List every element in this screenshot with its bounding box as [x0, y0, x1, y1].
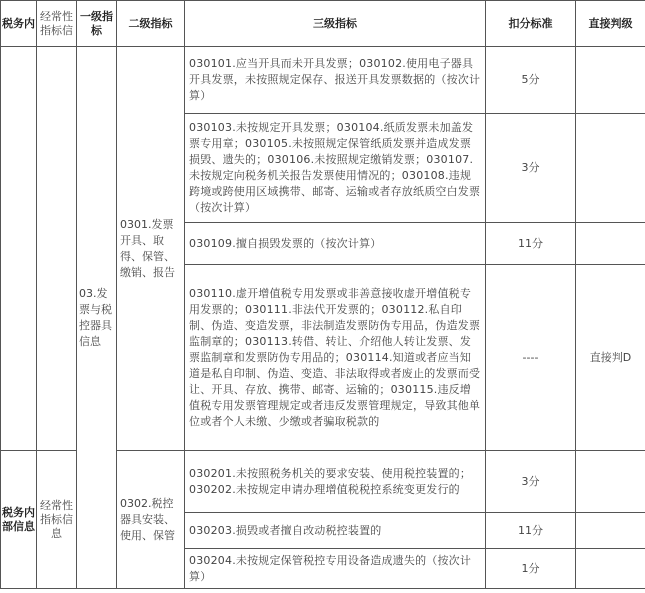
- header-col-level2: 二级指标: [117, 1, 185, 47]
- level3-text: 030103.未按规定开具发票；030104.纸质发票未加盖发票专用章；030105.未按照规定保管纸质发票并造成发票损毁、遗失的；030106.未按照规定缴销发票；030107.未按规定向税务机关报告发票使用情况的；030108.违规跨境或跨使用区域携带、邮寄、运输或者存放纸质空白发票（按次计算）: [185, 114, 486, 223]
- level2-indicator-0302: 0302.税控器具安装、使用、保管: [117, 451, 185, 589]
- level3-text: 030201.未按照税务机关的要求安装、使用税控装置的；030202.未按规定申请办理增值税税控系统变更发行的: [185, 451, 486, 513]
- level3-text: 030101.应当开具而未开具发票；030102.使用电子器具开具发票，未按照规定保存、报送开具发票数据的（按次计算）: [185, 47, 486, 114]
- deduction-value: 3分: [486, 114, 576, 223]
- deduction-value: ----: [486, 265, 576, 451]
- direct-grade-value: [576, 549, 645, 589]
- header-col-tax-internal: 税务内: [1, 1, 37, 47]
- direct-grade-value: [576, 47, 645, 114]
- deduction-value: 5分: [486, 47, 576, 114]
- deduction-value: 1分: [486, 549, 576, 589]
- header-col-regular-indicator: 经常性指标信: [37, 1, 77, 47]
- header-col-level3: 三级指标: [185, 1, 486, 47]
- left-col1-bottom: 税务内部信息: [1, 451, 37, 589]
- level3-text: 030109.擅自损毁发票的（按次计算）: [185, 223, 486, 265]
- level1-indicator: 03.发票与税控器具信息: [77, 47, 117, 589]
- direct-grade-value: [576, 451, 645, 513]
- level3-text: 030110.虚开增值税专用发票或非善意接收虚开增值税专用发票的；030111.非法代开发票的；030112.私自印制、伪造、变造发票，非法制造发票防伪专用品，伪造发票监制章的；030113.转借、转让、介绍他人转让发票、发票监制章和发票防伪专用品的；030114.知道或者应当知道是私自印制、伪造、变造、非法取得或者废止的发票而受让、开具、存放、携带、邮寄、运输的；030115.违反增值税专用发票管理规定或者违反发票管理规定，导致其他单位或者个人未缴、少缴或者骗取税款的: [185, 265, 486, 451]
- direct-grade-value: [576, 513, 645, 549]
- direct-grade-value: [576, 114, 645, 223]
- header-col-direct-grade: 直接判级: [576, 1, 645, 47]
- direct-grade-value: [576, 223, 645, 265]
- level2-indicator-0301: 0301.发票开具、取得、保管、缴销、报告: [117, 47, 185, 451]
- left-col1-top: [1, 47, 37, 451]
- left-col2-bottom: 经常性指标信息: [37, 451, 77, 589]
- header-row: [1, 1, 645, 47]
- deduction-value: 11分: [486, 223, 576, 265]
- deduction-value: 11分: [486, 513, 576, 549]
- deduction-value: 3分: [486, 451, 576, 513]
- level3-text: 030204.未按规定保管税控专用设备造成遗失的（按次计算）: [185, 549, 486, 589]
- header-col-level1: 一级指标: [77, 1, 117, 47]
- table-row: [1, 47, 645, 114]
- left-col2-top: [37, 47, 77, 451]
- level3-text: 030203.损毁或者擅自改动税控装置的: [185, 513, 486, 549]
- header-col-deduction: 扣分标准: [486, 1, 576, 47]
- direct-grade-value: 直接判D: [576, 265, 645, 451]
